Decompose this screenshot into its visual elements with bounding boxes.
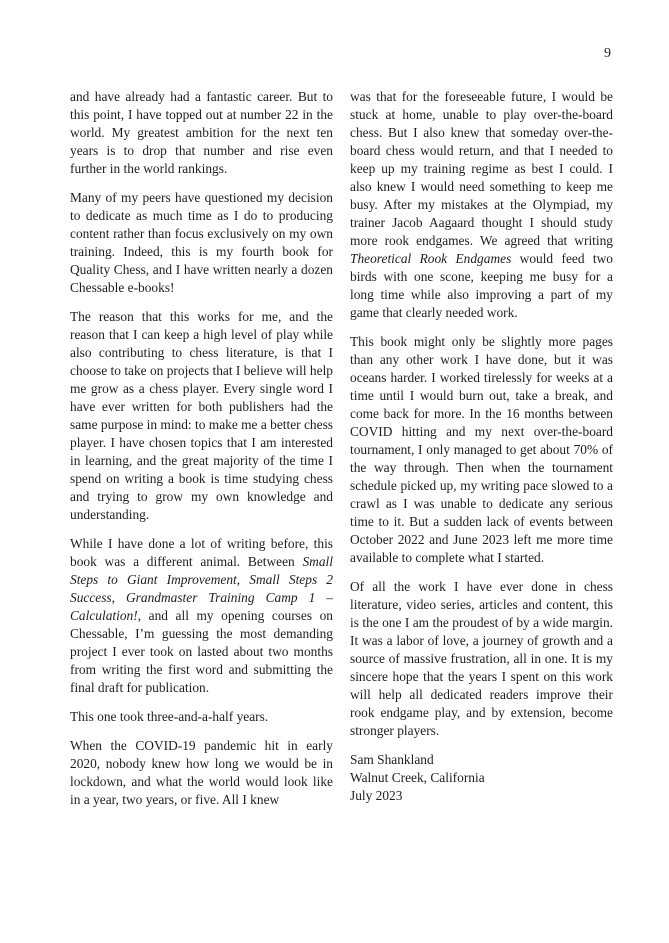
text-run: Many of my peers have questioned my decision to dedicate as much time as I do to producing content rather than focus exclusively on my own training. Indeed, this is my fourth book for Quality Chess, and I have written nearly a dozen Chessable e-books! <box>70 190 333 295</box>
paragraph <box>70 708 333 726</box>
column-left <box>70 88 333 820</box>
text-run: The reason that this works for me, and the reason that I can keep a high level of play while also contributing to chess literature, is that I choose to take on projects that I believe will help me grow as a chess player. Every single word I have ever written for both publishers had the same purpose in mind: to make me a better chess player. I have chosen topics that I am interested in learning, and the great majority of the time I spend on writing a book is time studying chess and trying to grow my own knowledge and understanding. <box>70 309 333 522</box>
text-run: was that for the foreseeable future, I would be stuck at home, unable to play over-the-board chess. But I also knew that someday over-the-board chess would return, and that I needed to keep up my training regime as best I could. I also knew I would need something to keep me busy. After my mistakes at the Olympiad, my trainer Jacob Aagaard thought I should study more rook endgames. We agreed that writing <box>350 89 613 248</box>
paragraph <box>350 578 613 740</box>
italic-text-run: Theoretical Rook Endgames <box>350 251 512 266</box>
paragraph <box>70 737 333 809</box>
text-run: Of all the work I have ever done in chess literature, video series, articles and content, this is the one I am the proudest of by a wide margin. It was a labor of love, a journey of growth and a source of massive frustration, all in one. It is my sincere hope that the years I spent on this work will help all dedicated readers improve their rook endgame play, and by extension, become stronger players. <box>350 579 613 738</box>
text-run: While I have done a lot of writing before, this book was a different animal. Between <box>70 536 333 569</box>
signature-line: Sam Shankland <box>350 752 434 767</box>
text-run: When the COVID-19 pandemic hit in early 2020, nobody knew how long we would be in lockdown, and what the world would look like in a year, two years, or five. All I knew <box>70 738 333 807</box>
column-right <box>350 88 613 820</box>
signature-line: July 2023 <box>350 788 403 803</box>
paragraph <box>350 333 613 567</box>
paragraph <box>70 88 333 178</box>
text-run: , and all my opening courses on Chessable, I’m guessing the most demanding project I ever took on lasted about two months from writing the first word and submitting the final draft for publication. <box>70 608 333 695</box>
text-run: This book might only be slightly more pages than any other work I have done, but it was oceans harder. I worked tirelessly for weeks at a time until I would burn out, take a break, and come back for more. In the 16 months between COVID hitting and my next over-the-board tournament, I only managed to get about 70% of the way through. Then when the tournament schedule picked up, my writing pace slowed to a crawl as I was unable to dedicate any serious time to it. But a sudden lack of events between October 2022 and June 2023 left me more time available to complete what I started. <box>350 334 613 565</box>
italic-text-run: Small Steps to Giant Improvement, Small Steps 2 Success, Grandmaster Training Camp 1 – Calculation! <box>70 554 333 623</box>
paragraph <box>350 88 613 322</box>
text-columns <box>70 88 613 820</box>
paragraph <box>70 308 333 524</box>
signature-line: Walnut Creek, California <box>350 770 485 785</box>
paragraph <box>70 535 333 697</box>
page-number: 9 <box>604 46 611 61</box>
text-run: would feed two birds with one scone, keeping me busy for a long time while also improving a part of my game that clearly needed work. <box>350 251 613 320</box>
text-run: This one took three-and-a-half years. <box>70 709 269 724</box>
text-run: and have already had a fantastic career. But to this point, I have topped out at number 22 in the world. My greatest ambition for the next ten years is to drop that number and rise even further in the world rankings. <box>70 89 333 176</box>
paragraph <box>70 189 333 297</box>
